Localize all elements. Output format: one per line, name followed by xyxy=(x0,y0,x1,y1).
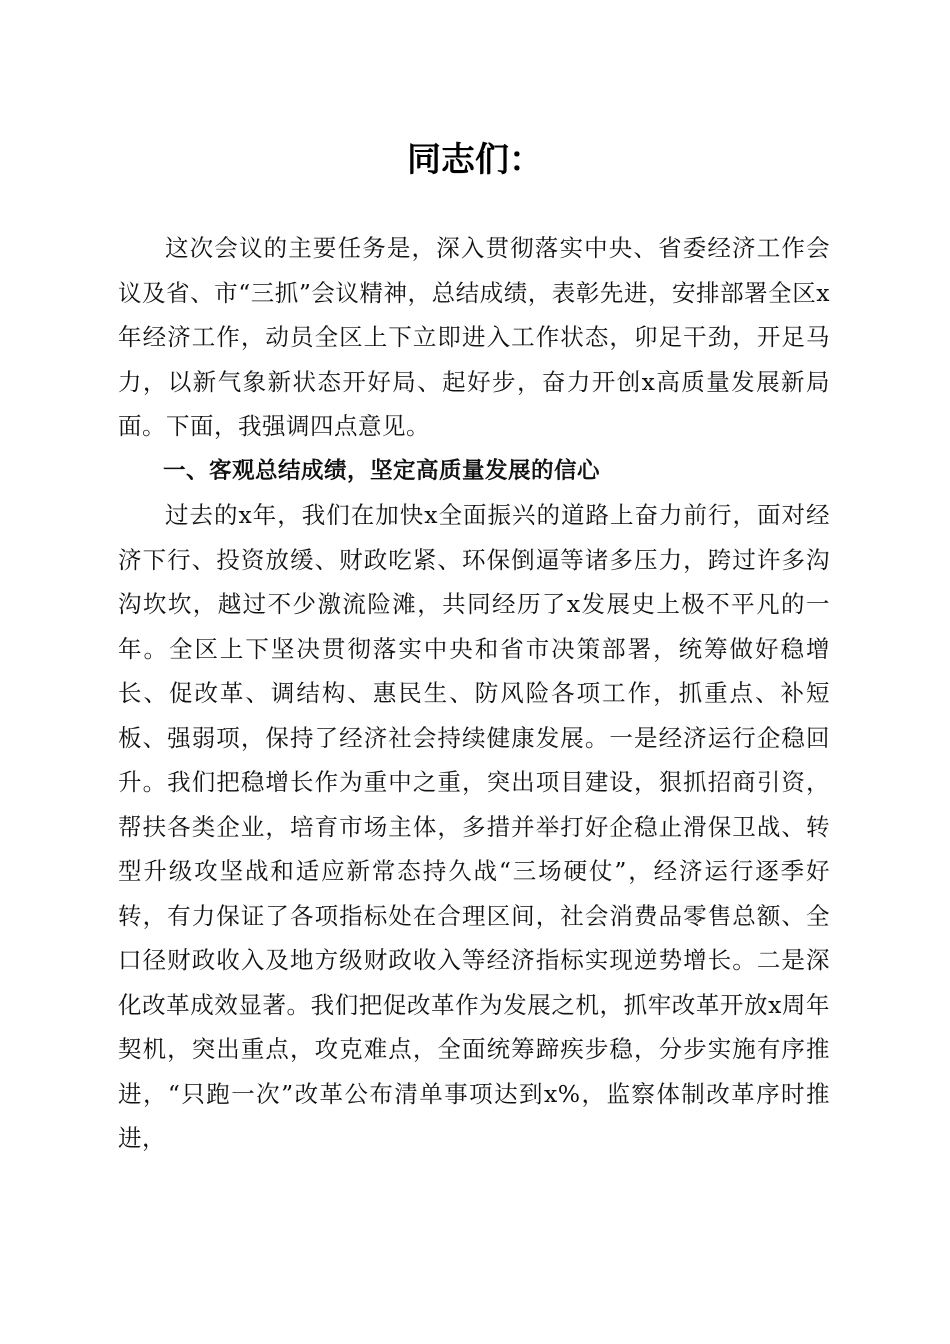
intro-paragraph: 这次会议的主要任务是，深入贯彻落实中央、省委经济工作会议及省、市“三抓”会议精神，总结成绩，表彰先进，安排部署全区x年经济工作，动员全区上下立即进入工作状态，卯足干劲，开足马力，以新气象新状态开好局、起好步，奋力开创x高质量发展新局面。下面，我强调四点意见。 xyxy=(118,234,830,440)
page-title: 同志们： xyxy=(407,140,543,180)
section-heading: 一、客观总结成绩，坚定高质量发展的信心 xyxy=(163,457,601,484)
document-body xyxy=(118,226,830,1161)
section-paragraph: 过去的x年，我们在加快x全面振兴的道路上奋力前行，面对经济下行、投资放缓、财政吃紧、环保倒逼等诸多压力，跨过许多沟沟坎坎，越过不少激流险滩，共同经历了x发展史上极不平凡的一年。全区上下坚决贯彻落实中央和省市决策部署，统筹做好稳增长、促改革、调结构、惠民生、防风险各项工作，抓重点、补短板、强弱项，保持了经济社会持续健康发展。一是经济运行企稳回升。我们把稳增长作为重中之重，突出项目建设，狠抓招商引资，帮扶各类企业，培育市场主体，多措并举打好企稳止滑保卫战、转型升级攻坚战和适应新常态持久战“三场硬仗”，经济运行逐季好转，有力保证了各项指标处在合理区间，社会消费品零售总额、全口径财政收入及地方级财政收入等经济指标实现逆势增长。二是深化改革成效显著。我们把促改革作为发展之机，抓牢改革开放x周年契机，突出重点，攻克难点，全面统筹蹄疾步稳，分步实施有序推进，“只跑一次”改革公布清单事项达到x%，监察体制改革序时推进， xyxy=(118,501,830,1152)
